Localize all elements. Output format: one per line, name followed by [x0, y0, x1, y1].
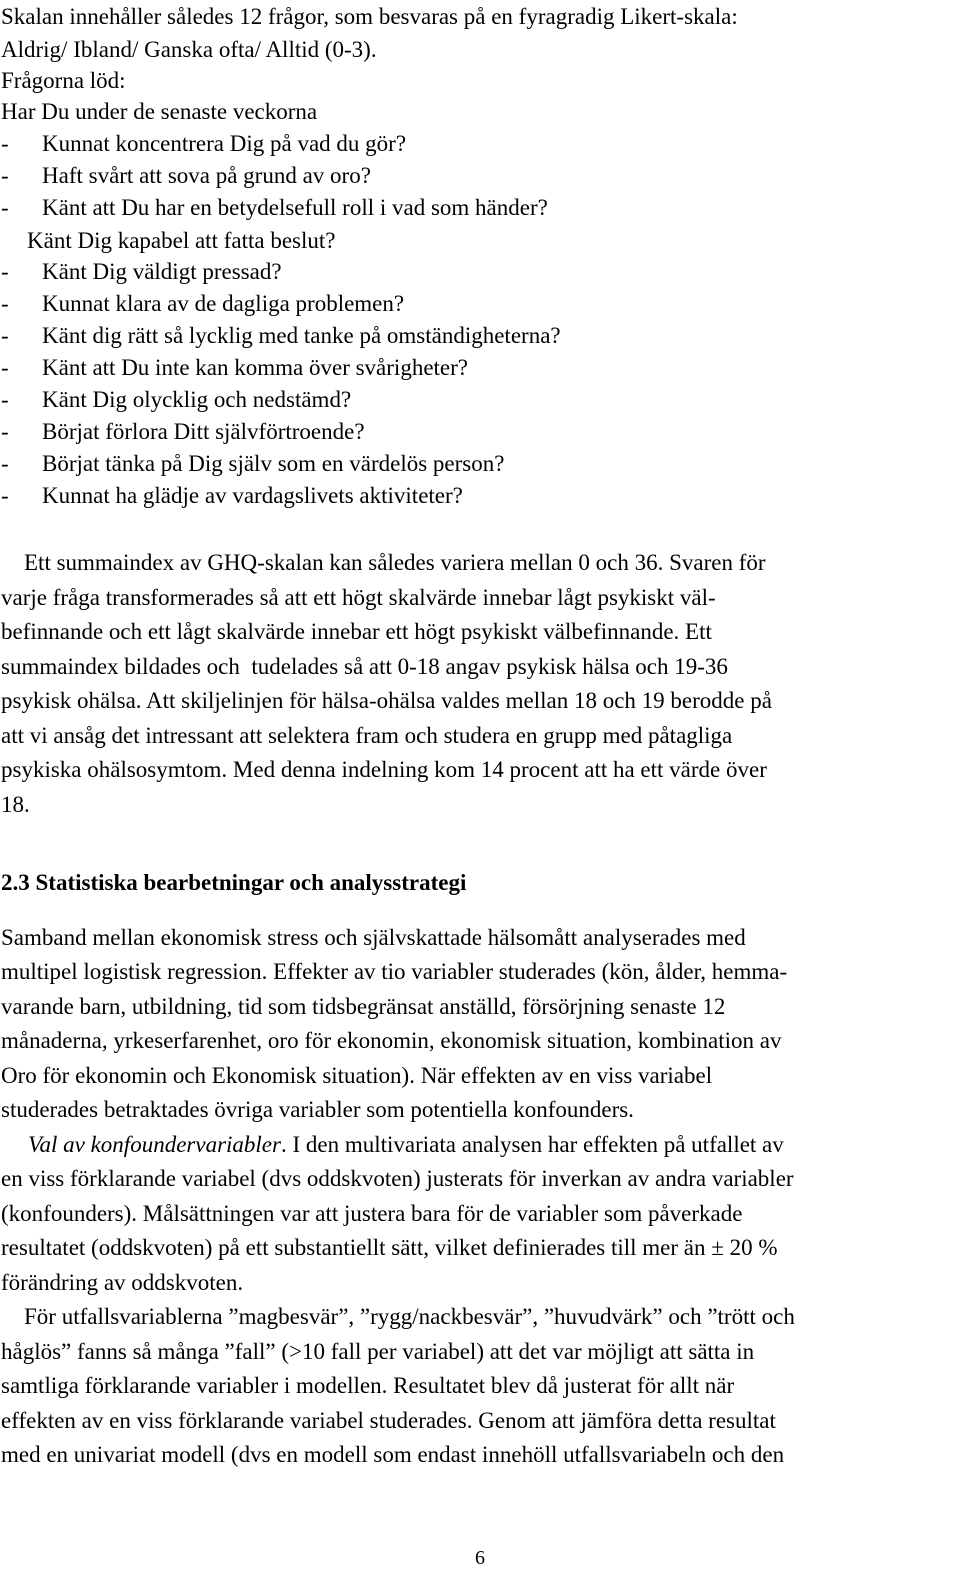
- paragraph-line: Samband mellan ekonomisk stress och självskattade hälsomått analyserades med: [1, 925, 746, 950]
- intro-line-3: Frågorna löd:: [1, 68, 126, 93]
- list-dash: -: [1, 291, 9, 316]
- list-item-text: Känt Dig kapabel att fatta beslut?: [27, 228, 336, 253]
- list-item-text: Kunnat klara av de dagliga problemen?: [42, 291, 405, 316]
- intro-line-1: Skalan innehåller således 12 frågor, som besvaras på en fyragradig Likert-skala:: [1, 4, 738, 29]
- list-dash: -: [1, 259, 9, 284]
- paragraph-line: med en univariat modell (dvs en modell som endast innehöll utfallsvariabeln och den: [1, 1442, 785, 1467]
- list-item-text: Känt att Du har en betydelsefull roll i vad som händer?: [42, 195, 548, 220]
- list-dash: -: [1, 195, 9, 220]
- list-item: [1, 193, 548, 223]
- list-item: [1, 129, 406, 159]
- list-item: [1, 161, 371, 191]
- paragraph-line: håglös” fanns så många ”fall” (>10 fall per variabel) att det var möjligt att sätta in: [1, 1339, 755, 1364]
- paragraph-line: förändring av oddskvoten.: [1, 1270, 244, 1295]
- paragraph-line: summaindex bildades och tudelades så att 0-18 angav psykisk hälsa och 19-36: [1, 654, 728, 679]
- list-dash: -: [1, 131, 9, 156]
- paragraph-line: Ett summaindex av GHQ-skalan kan således variera mellan 0 och 36. Svaren för: [1, 550, 766, 575]
- list-item-text: Känt Dig väldigt pressad?: [42, 259, 282, 284]
- list-dash: -: [1, 355, 9, 380]
- section-heading: 2.3 Statistiska bearbetningar och analysstrategi: [1, 870, 467, 895]
- list-item: [1, 481, 463, 511]
- list-dash: -: [1, 419, 9, 444]
- paragraph-line: multipel logistisk regression. Effekter av tio variabler studerades (kön, ålder, hemma-: [1, 959, 788, 984]
- list-item-text: Känt att Du inte kan komma över svårigheter?: [42, 355, 468, 380]
- paragraph-line: effekten av en viss förklarande variabel studerades. Genom att jämföra detta resultat: [1, 1408, 776, 1433]
- list-item: [1, 321, 561, 351]
- paragraph-line: befinnande och ett lågt skalvärde innebar ett högt psykiskt välbefinnande. Ett: [1, 619, 712, 644]
- paragraph-line: psykiska ohälsosymtom. Med denna indelning kom 14 procent att ha ett värde över: [1, 757, 767, 782]
- paragraph-line: månaderna, yrkeserfarenhet, oro för ekonomin, ekonomisk situation, kombination av: [1, 1028, 782, 1053]
- list-item-text: Känt Dig olycklig och nedstämd?: [42, 387, 352, 412]
- list-item: [1, 353, 468, 383]
- list-item: [27, 226, 335, 256]
- intro-line-2: Aldrig/ Ibland/ Ganska ofta/ Alltid (0-3).: [1, 37, 377, 62]
- intro-line-4: Har Du under de senaste veckorna: [1, 99, 318, 124]
- list-dash: -: [1, 483, 9, 508]
- list-item-text: Börjat förlora Ditt självförtroende?: [42, 419, 365, 444]
- paragraph-line-rest: . I den multivariata analysen har effekten på utfallet av: [280, 1132, 784, 1157]
- list-item-text: Börjat tänka på Dig själv som en värdelös person?: [42, 451, 505, 476]
- list-item: [1, 385, 351, 415]
- list-item: [1, 289, 404, 319]
- paragraph-line: varande barn, utbildning, tid som tidsbegränsat anställd, försörjning senaste 12: [1, 994, 726, 1019]
- paragraph-line: studerades betraktades övriga variabler som potentiella konfounders.: [1, 1097, 634, 1122]
- list-item-text: Kunnat koncentrera Dig på vad du gör?: [42, 131, 407, 156]
- paragraph-line: 18.: [1, 792, 30, 817]
- paragraph-line: För utfallsvariablerna ”magbesvär”, ”rygg/nackbesvär”, ”huvudvärk” och ”trött och: [1, 1304, 795, 1329]
- list-item-text: Känt dig rätt så lycklig med tanke på omständigheterna?: [42, 323, 561, 348]
- list-dash: -: [1, 451, 9, 476]
- paragraph-line: resultatet (oddskvoten) på ett substantiellt sätt, vilket definierades till mer än ± 20 %: [1, 1235, 778, 1260]
- list-item-text: Kunnat ha glädje av vardagslivets aktiviteter?: [42, 483, 463, 508]
- page-number: 6: [475, 1547, 485, 1569]
- list-item-text: Haft svårt att sova på grund av oro?: [42, 163, 371, 188]
- paragraph-line: [28, 1130, 784, 1160]
- list-dash: -: [1, 163, 9, 188]
- paragraph-line: att vi ansåg det intressant att selektera fram och studera en grupp med påtagliga: [1, 723, 733, 748]
- list-dash: -: [1, 387, 9, 412]
- paragraph-line: (konfounders). Målsättningen var att justera bara för de variabler som påverkade: [1, 1201, 743, 1226]
- paragraph-line: psykisk ohälsa. Att skiljelinjen för hälsa-ohälsa valdes mellan 18 och 19 berodde på: [1, 688, 772, 713]
- list-dash: -: [1, 323, 9, 348]
- list-item: [1, 417, 365, 447]
- paragraph-line: varje fråga transformerades så att ett högt skalvärde innebar lågt psykiskt väl-: [1, 585, 716, 610]
- list-item: [1, 257, 282, 287]
- paragraph-line: Oro för ekonomin och Ekonomisk situation). När effekten av en viss variabel: [1, 1063, 713, 1088]
- list-item: [1, 449, 504, 479]
- paragraph-line: en viss förklarande variabel (dvs oddskvoten) justerats för inverkan av andra variabler: [1, 1166, 794, 1191]
- paragraph-line: samtliga förklarande variabler i modellen. Resultatet blev då justerat för allt när: [1, 1373, 735, 1398]
- italic-lead: Val av konfoundervariabler: [28, 1132, 281, 1157]
